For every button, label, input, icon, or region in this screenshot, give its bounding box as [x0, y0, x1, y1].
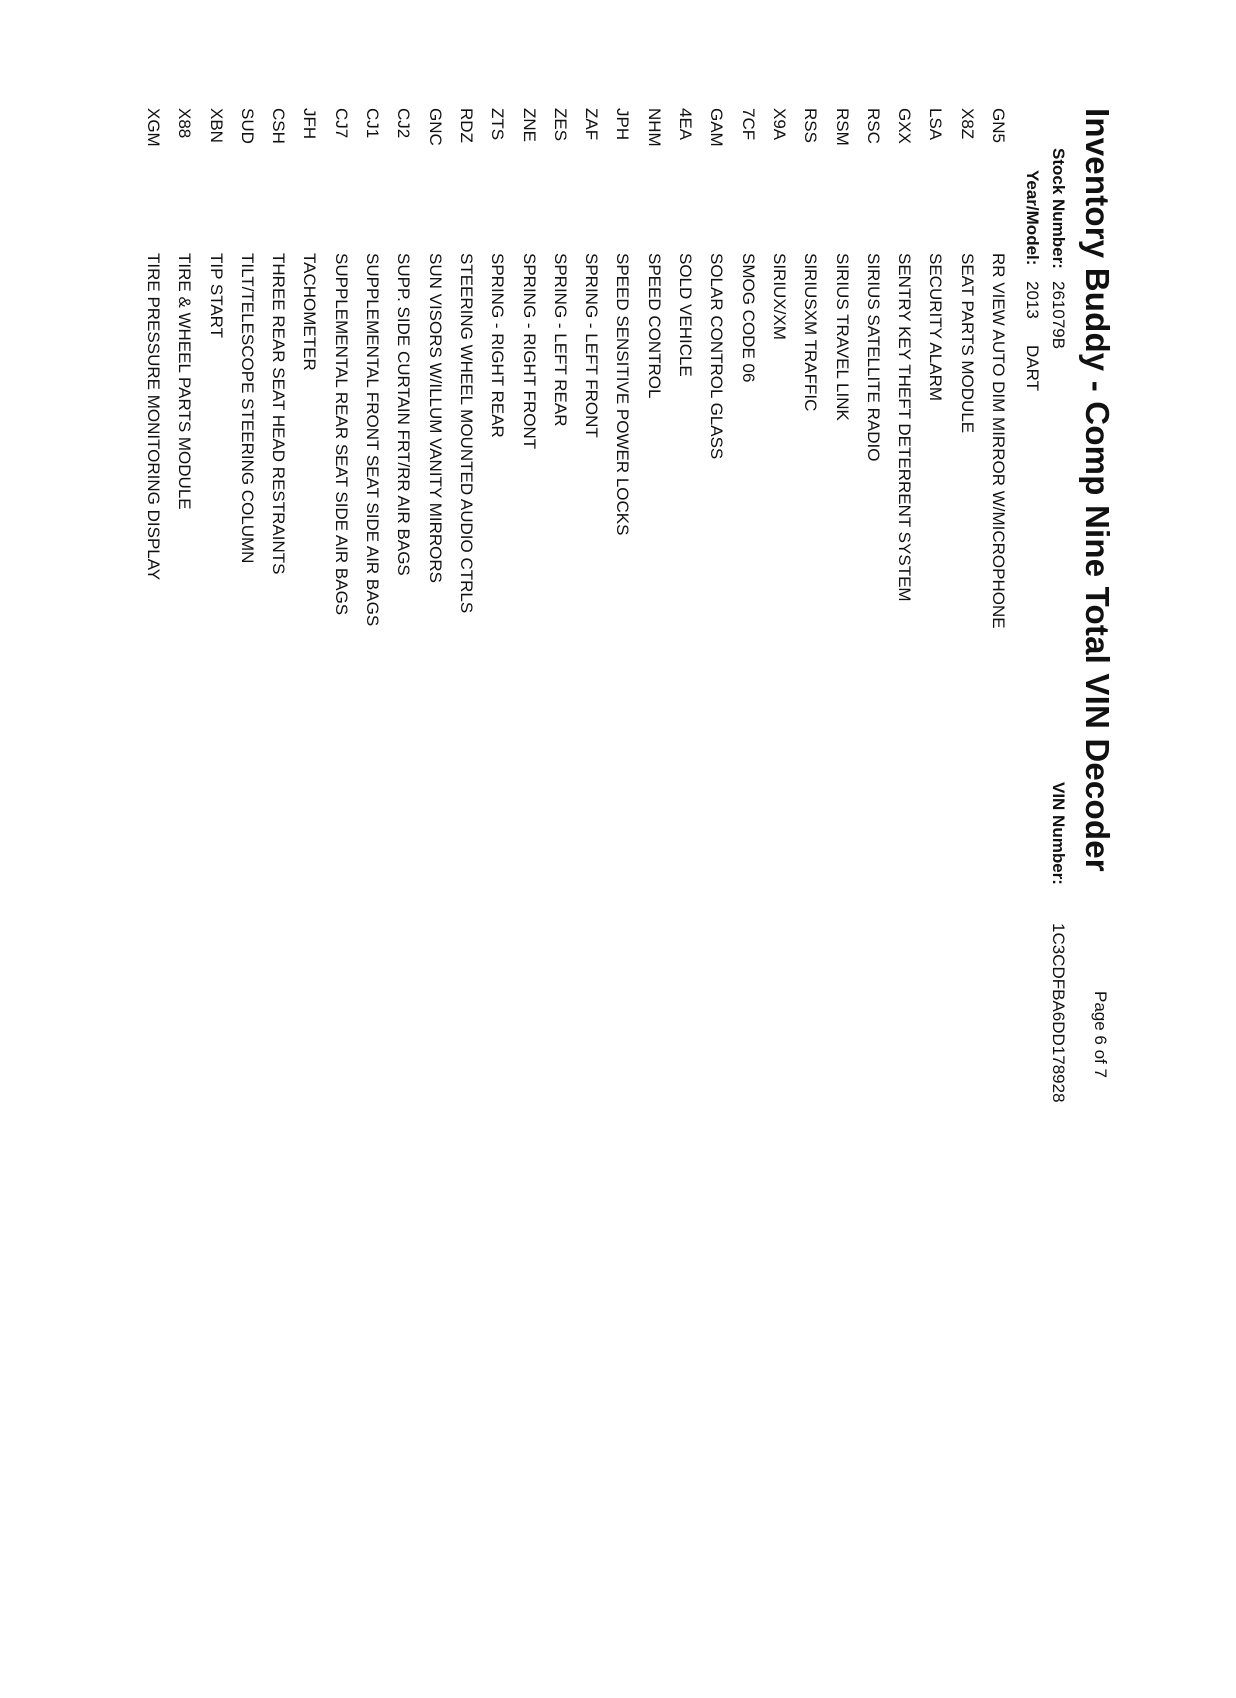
- option-code: X88: [175, 108, 195, 139]
- option-code: ZES: [550, 108, 570, 142]
- option-code: ZAF: [582, 108, 602, 141]
- option-code: CJ7: [331, 108, 351, 139]
- year-value: 2013: [1023, 281, 1042, 319]
- option-description: SIRIUS SATELLITE RADIO: [863, 253, 883, 462]
- option-description: SPRING - RIGHT FRONT: [519, 253, 539, 450]
- option-code: 4EA: [676, 108, 696, 141]
- option-code: RSC: [863, 108, 883, 144]
- option-description: TILT/TELESCOPE STEERING COLUMN: [237, 253, 257, 564]
- option-description: SUPPLEMENTAL REAR SEAT SIDE AIR BAGS: [331, 253, 351, 616]
- option-description: RR VIEW AUTO DIM MIRROR W/MICROPHONE: [989, 253, 1008, 629]
- option-description: SPRING - LEFT REAR: [550, 253, 570, 427]
- page-title: Inventory Buddy - Comp Nine Total VIN Decoder: [1079, 108, 1116, 872]
- option-code: CJ2: [394, 108, 414, 139]
- option-description: SIRIUSXM TRAFFIC: [801, 253, 821, 412]
- option-code: NHM: [644, 108, 664, 147]
- option-code: GNC: [425, 108, 445, 146]
- option-code: RSM: [832, 108, 852, 146]
- vin-number-label: VIN Number:: [1049, 782, 1068, 885]
- option-description: TIRE PRESSURE MONITORING DISPLAY: [143, 253, 163, 581]
- vin-number-value: 1C3CDFBA6DD178928: [1049, 923, 1068, 1103]
- option-code: RSS: [801, 108, 821, 143]
- option-description: SPEED SENSITIVE POWER LOCKS: [613, 253, 633, 536]
- option-description: SUPP. SIDE CURTAIN FRT/RR AIR BAGS: [394, 253, 414, 576]
- option-description: SUPPLEMENTAL FRONT SEAT SIDE AIR BAGS: [363, 253, 383, 627]
- option-description: SEAT PARTS MODULE: [957, 253, 977, 434]
- stock-number-value: 261079B: [1049, 281, 1068, 350]
- option-code: RDZ: [456, 108, 476, 143]
- option-code: ZTS: [488, 108, 508, 141]
- option-code: ZNE: [519, 108, 539, 142]
- option-description: THREE REAR SEAT HEAD RESTRAINTS: [269, 253, 289, 575]
- option-description: TIRE & WHEEL PARTS MODULE: [175, 253, 195, 510]
- option-description: SECURITY ALARM: [926, 253, 946, 402]
- option-code: 7CF: [738, 108, 758, 141]
- option-description: SPEED CONTROL: [644, 253, 664, 399]
- option-description: SPRING - RIGHT REAR: [488, 253, 508, 438]
- option-description: SOLD VEHICLE: [676, 253, 696, 377]
- option-description: SOLAR CONTROL GLASS: [707, 253, 727, 460]
- year-model-label: Year/Model:: [1023, 170, 1042, 266]
- stock-number-label: Stock Number:: [1049, 148, 1068, 269]
- model-value: DART: [1023, 345, 1042, 391]
- option-code: GAM: [707, 108, 727, 147]
- option-code: X8Z: [957, 108, 977, 140]
- option-code: X9A: [769, 108, 789, 141]
- option-description: SIRIUS TRAVEL LINK: [832, 253, 852, 421]
- option-description: STEERING WHEEL MOUNTED AUDIO CTRLS: [456, 253, 476, 614]
- option-code: SUD: [237, 108, 257, 144]
- option-code: LSA: [926, 108, 946, 141]
- option-description: SMOG CODE 06: [738, 253, 758, 383]
- option-code: CJ1: [363, 108, 383, 139]
- document-page: [0, 98, 1116, 1698]
- option-code: CSH: [269, 108, 289, 144]
- option-code: GN5: [989, 108, 1008, 143]
- option-description: SIRIUX/XM: [769, 253, 789, 340]
- option-code: GXX: [895, 108, 915, 144]
- option-code: XBN: [206, 108, 226, 143]
- option-description: SENTRY KEY THEFT DETERRENT SYSTEM: [895, 253, 915, 602]
- option-description: TIP START: [206, 253, 226, 339]
- option-description: SUN VISORS W/ILLUM VANITY MIRRORS: [425, 253, 445, 583]
- page-number: Page 6 of 7: [1091, 991, 1110, 1078]
- option-description: SPRING - LEFT FRONT: [582, 253, 602, 438]
- option-description: TACHOMETER: [300, 253, 320, 371]
- option-code: JFH: [300, 108, 320, 140]
- option-code: JPH: [613, 108, 633, 141]
- option-code: XGM: [143, 108, 163, 147]
